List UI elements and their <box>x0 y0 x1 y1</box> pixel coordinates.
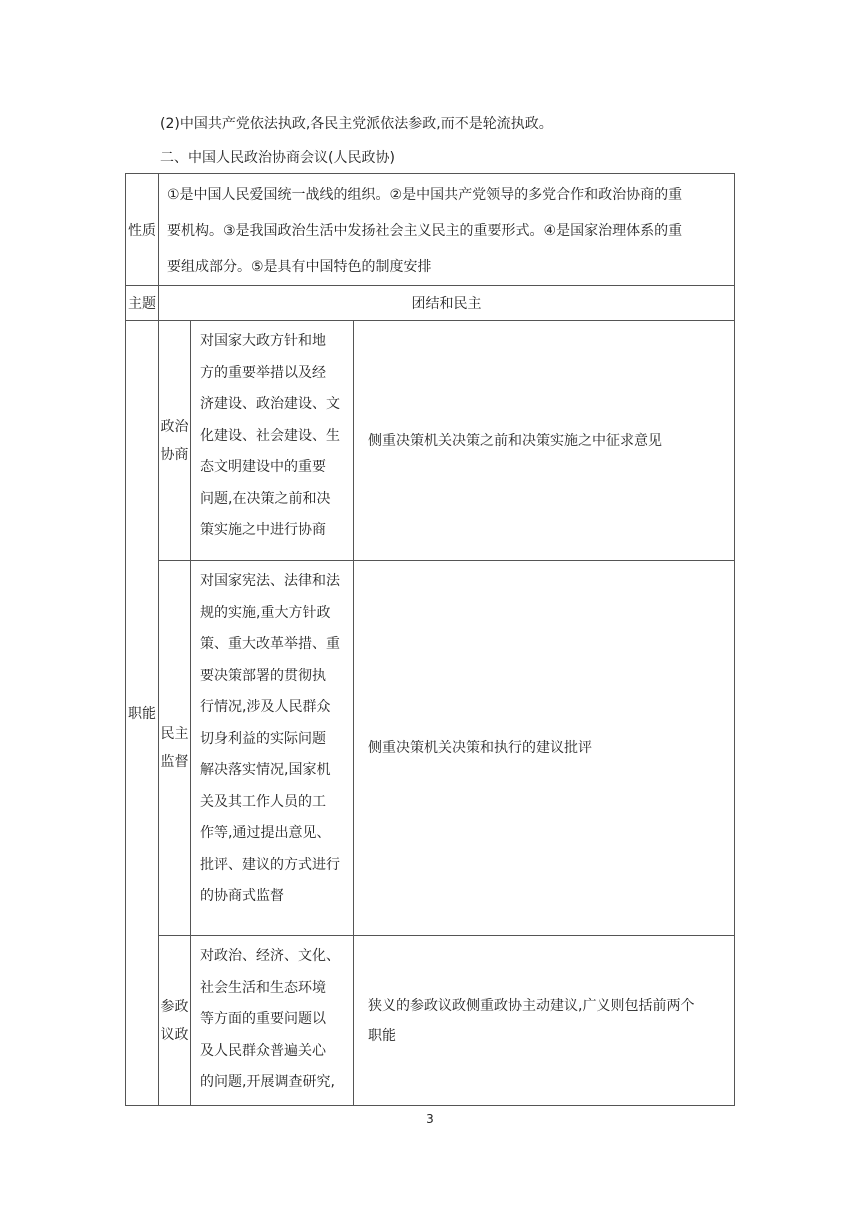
function-desc-consultation: 对国家大政方针和地 方的重要举措以及经 济建设、政治建设、文 化建设、社会建设、生 态文明建设中的重要 问题,在决策之前和决 策实施之中进行协商 <box>191 321 354 561</box>
nature-line: 要组成部分。⑤是具有中国特色的制度安排 <box>167 259 432 275</box>
function-desc-supervision: 对国家宪法、法律和法 规的实施,重大方针政 策、重大改革举措、重 要决策部署的贯彻执 行情况,涉及人民群众 切身利益的实际问题 解决落实情况,国家机 关及其工作人员的工 作等,通过提出意见、 批评、建议的方式进行 的协商式监督 <box>191 561 354 936</box>
table-row-theme <box>126 286 735 321</box>
function-desc-participation: 对政治、经济、文化、 社会生活和生态环境 等方面的重要问题以 及人民群众普遍关心 的问题,开展调查研究, <box>191 936 354 1106</box>
function-note-supervision: 侧重决策机关决策和执行的建议批评 <box>354 561 735 936</box>
function-name-supervision: 民主 监督 <box>159 561 191 936</box>
paragraph-party-relations: (2)中国共产党依法执政,各民主党派依法参政,而不是轮流执政。 <box>160 116 553 132</box>
functions-label: 职能 <box>126 321 159 1106</box>
table-row-function-participation <box>126 936 735 1106</box>
theme-label: 主题 <box>126 286 159 321</box>
function-name-participation: 参政 议政 <box>159 936 191 1106</box>
table-row-function-supervision <box>126 561 735 936</box>
function-name-consultation: 政治 协商 <box>159 321 191 561</box>
cppcc-table <box>125 173 735 1106</box>
table-row-nature <box>126 174 735 286</box>
section-heading-cppcc: 二、中国人民政治协商会议(人民政协) <box>160 150 395 166</box>
function-note-consultation: 侧重决策机关决策之前和决策实施之中征求意见 <box>354 321 735 561</box>
nature-content <box>159 174 735 286</box>
nature-line: 要机构。③是我国政治生活中发扬社会主义民主的重要形式。④是国家治理体系的重 <box>167 223 683 239</box>
nature-line: ①是中国人民爱国统一战线的组织。②是中国共产党领导的多党合作和政治协商的重 <box>167 187 683 203</box>
page-number: 3 <box>426 1112 434 1126</box>
nature-label: 性质 <box>126 174 159 286</box>
function-note-participation: 狭义的参政议政侧重政协主动建议,广义则包括前两个 职能 <box>354 936 735 1106</box>
theme-value: 团结和民主 <box>159 286 735 321</box>
table-row-function-consultation <box>126 321 735 561</box>
